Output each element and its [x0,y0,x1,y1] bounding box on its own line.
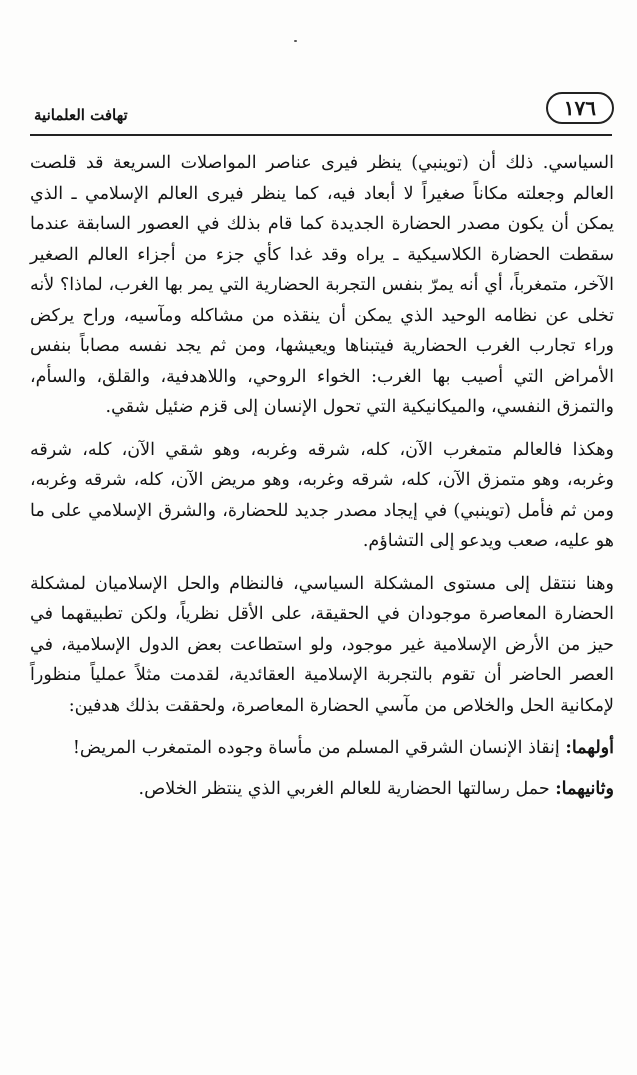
paragraph-2: وهكذا فالعالم متمغرب الآن، كله، شرقه وغربه، وهو شقي الآن، كله، شرقه وغربه، وهو متمزق الآن، كله، شرقه وغربه، وهو مريض الآن، كله، شرقه وغربه، ومن ثم فأمل (توينبي) في إيجاد مصدر جديد للحضارة، والشرق الإسلامي على ما هو عليه، صعب ويدعو إلى التشاؤم. [30,439,614,551]
goal-1 [30,733,614,764]
page-number: ١٧٦ [546,92,614,124]
paragraph-3: وهنا ننتقل إلى مستوى المشكلة السياسي، فالنظام والحل الإسلاميان لمشكلة الحضارة المعاصرة موجودان في الحقيقة، على الأقل نظرياً، ولكن تطبيقهما في حيز من الأرض الإسلامية غير موجود، ولو استطاعت بعض الدول الإسلامية، في العصر الحاضر أن تقوم بالتجربة الإسلامية العقائدية، لقدمت مثلاً عملياً منظوراً لإمكانية الحل والخلاص من مآسي الحضارة المعاصرة، ولحققت بذلك هدفين: [30,573,614,716]
running-title: تهافت العلمانية [34,106,128,124]
header-rule [30,134,612,136]
goal-2-lead: وثانيهما: [555,778,614,799]
goal-2-text: حمل رسالتها الحضارية للعالم الغربي الذي ينتظر الخلاص. [138,778,550,799]
body-text [30,148,614,816]
paragraph-1: السياسي. ذلك أن (توينبي) ينظر فيرى عناصر المواصلات السريعة قد قلصت العالم وجعلته مكاناً صغيراً لا أبعاد فيه، كما ينظر فيرى العالم الإسلامي ـ الذي يمكن أن يكون مصدر الحضارة الجديدة كما قام بذلك في العصور السابقة عندما سقطت الحضارة الكلاسيكية ـ يراه وقد غدا كأي جزء من أجزاء العالم الصغير الآخر، متمغرباً، أي أنه يمرّ بنفس التجربة الحضارية التي يمر بها الغرب، لماذا؟ لأنه تخلى عن نظامه الوحيد الذي يمكن أن ينقذه من مشاكله ومآسيه، وراح يركض وراء تجارب الغرب الحضارية فيتبناها ويعيشها، ومن ثم يجد نفسه مصاباً بنفس الأمراض التي أصيب بها الغرب: الخواء الروحي، واللاهدفية، والقلق، والسأم، والتمزق النفسي، والميكانيكية التي تحول الإنسان إلى قزم ضئيل شقي. [30,153,614,417]
goal-2 [30,774,614,805]
page-header [34,92,614,132]
scan-speck [294,40,297,42]
goal-1-lead: أولهما: [565,738,614,758]
goal-1-text: إنقاذ الإنسان الشرقي المسلم من مأساة وجوده المتمغرب المريض! [72,738,560,758]
